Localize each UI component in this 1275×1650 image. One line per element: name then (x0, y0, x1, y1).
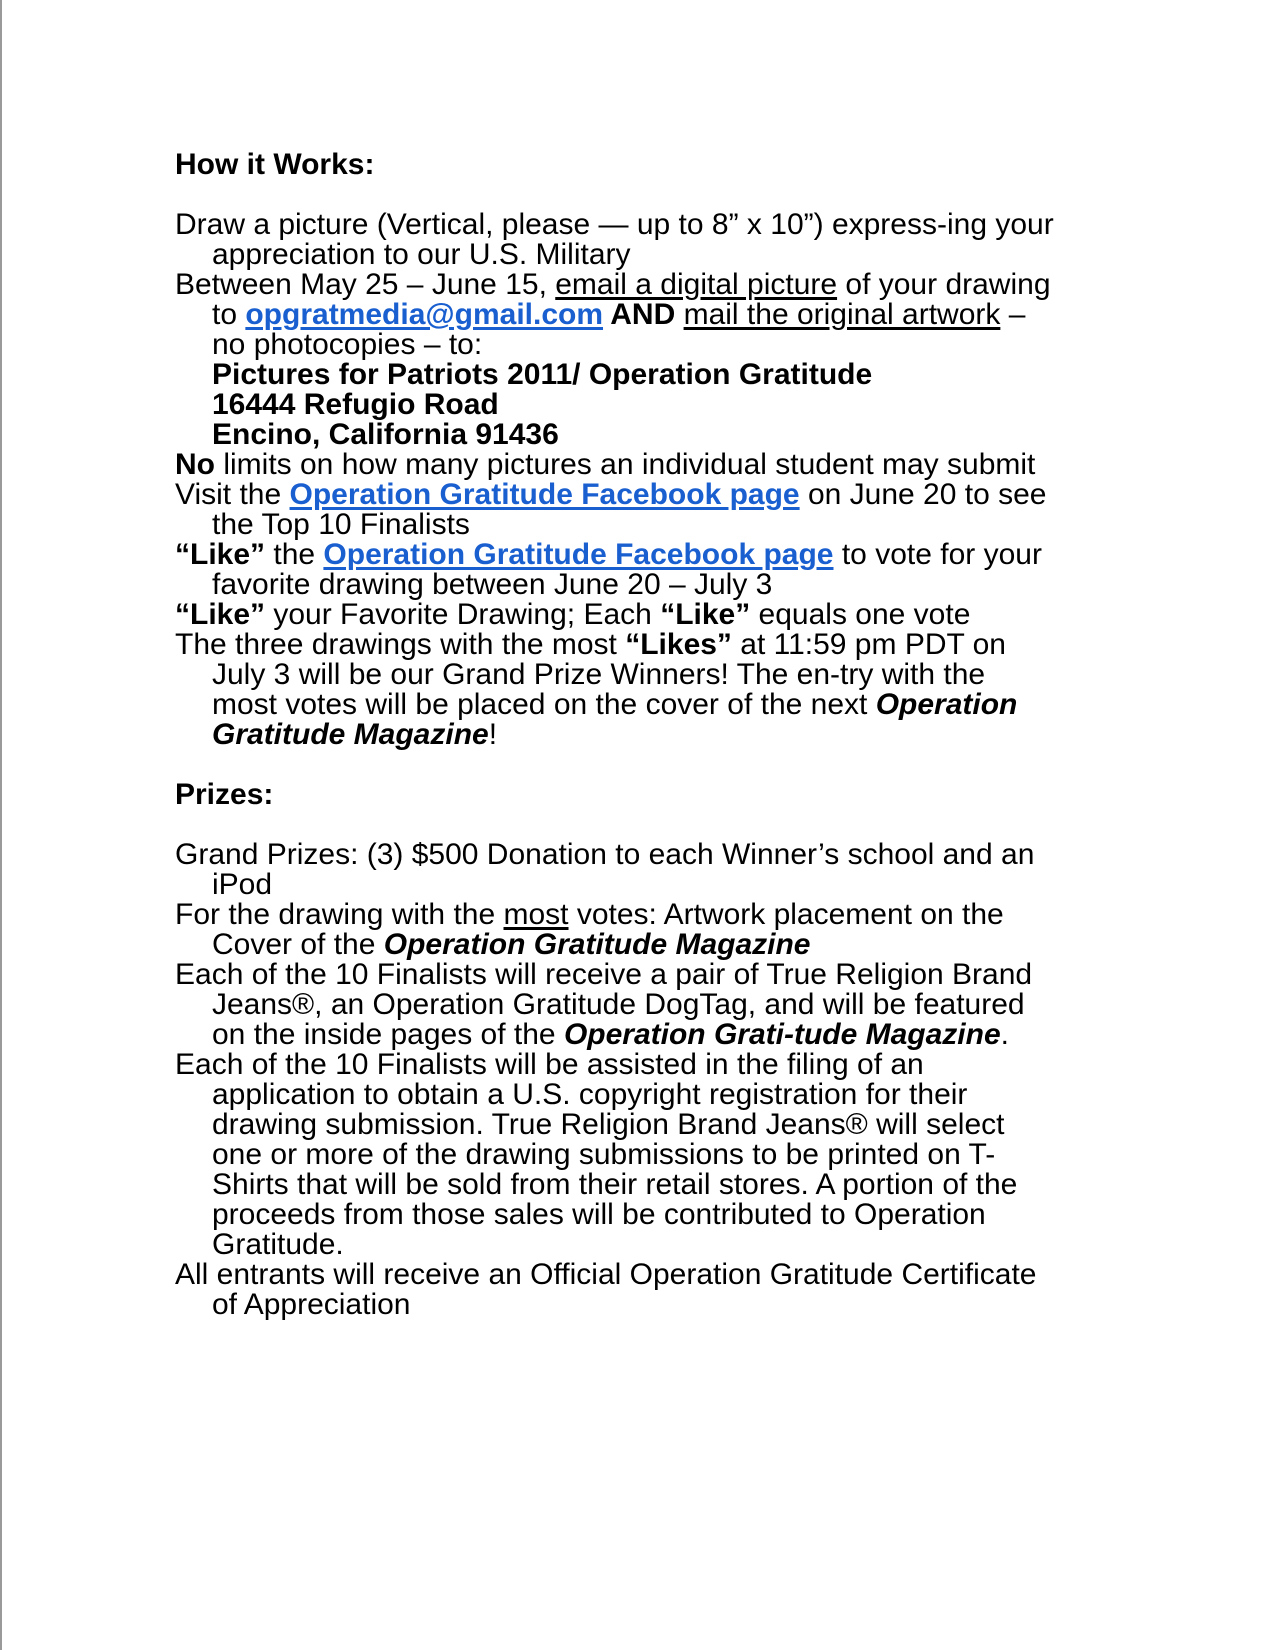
prize-cover-text: votes: Artwork placement on the Cover of the (212, 898, 1004, 961)
prize-finalists-text: Each of the 10 Finalists will receive a pair of True Religion Brand Jeans®, an Operation Gratitude DogTag, and will be featured on the inside pages of the (175, 958, 1033, 1051)
most-text: most (503, 898, 569, 931)
prize-finalists-text: . (1000, 1018, 1009, 1051)
step-no-limits (175, 450, 1055, 480)
page-edge (0, 0, 2, 1650)
email-link[interactable]: opgratmedia@gmail.com (245, 298, 604, 331)
like-text: “Like” (660, 598, 751, 631)
like-favorite-text: your Favorite Drawing; Each (265, 598, 661, 631)
prizes-heading: Prizes: (175, 778, 274, 811)
step-email-and-mail (175, 270, 1055, 360)
visit-text: on June 20 to see the Top 10 Finalists (212, 478, 1047, 541)
no-limits-text: limits on how many pictures an individual student may submit (215, 448, 1036, 481)
prize-certificate: All entrants will receive an Official Operation Gratitude Certificate of Appreciation (175, 1258, 1037, 1321)
facebook-page-link[interactable]: Operation Gratitude Facebook page (289, 478, 800, 511)
spacer (175, 180, 1055, 210)
magazine-title: Operation Gratitude Magazine (383, 928, 811, 961)
spacer (175, 750, 1055, 780)
prize-cover-placement (175, 900, 1055, 960)
facebook-page-link[interactable]: Operation Gratitude Facebook page (323, 538, 834, 571)
and-text: AND (603, 298, 684, 331)
likes-text: “Likes” (625, 628, 732, 661)
step-like-favorite (175, 600, 1055, 630)
step-email-text: of your drawing to (212, 268, 1051, 331)
no-text: No (175, 448, 215, 481)
magazine-title: Operation Grati-tude Magazine (563, 1018, 1001, 1051)
address-line-1: Pictures for Patriots 2011/ Operation Gratitude (212, 358, 873, 391)
prize-grand: Grand Prizes: (3) $500 Donation to each Winner’s school and an iPod (175, 838, 1035, 901)
address-line-3: Encino, California 91436 (212, 418, 559, 451)
winners-text: at 11:59 pm PDT on July 3 will be our Grand Prize Winners! The en-try with the most votes will be placed on the cover of the next (212, 628, 1006, 721)
prize-finalists-jeans (175, 960, 1055, 1050)
step-email-text: Between May 25 – June 15, (175, 268, 556, 301)
like-favorite-text: equals one vote (750, 598, 971, 631)
like-vote-text: to vote for your favorite drawing between June 20 – July 3 (212, 538, 1042, 601)
like-text: “Like” (175, 598, 266, 631)
visit-text: Visit the (175, 478, 290, 511)
step-visit-facebook (175, 480, 1055, 540)
prize-copyright: Each of the 10 Finalists will be assisted in the filing of an application to obtain a U.S. copyright registration for their drawing submission. True Religion Brand Jeans® will select one or more of the drawing submissions to be printed on T-Shirts that will be sold from their retail stores. A portion of the proceeds from those sales will be contributed to Operation Gratitude. (175, 1048, 1018, 1261)
how-it-works-heading: How it Works: (175, 148, 375, 181)
step-like-to-vote (175, 540, 1055, 600)
mail-original-artwork-text: mail the original artwork (683, 298, 1001, 331)
winners-text: The three drawings with the most (175, 628, 626, 661)
address-line-2: 16444 Refugio Road (212, 388, 499, 421)
email-digital-picture-text: email a digital picture (555, 268, 838, 301)
document-body (175, 150, 1055, 1320)
like-vote-text: the (265, 538, 324, 571)
magazine-title: Operation Gratitude Magazine (212, 688, 1018, 751)
step-email-text: – no photocopies – to: (212, 298, 1026, 361)
like-text: “Like” (175, 538, 266, 571)
step-grand-prize-winners (175, 630, 1055, 750)
winners-text: ! (488, 718, 498, 751)
step-draw-picture: Draw a picture (Vertical, please — up to 8” x 10”) express-ing your appreciation to our U.S. Military (175, 208, 1054, 271)
prize-cover-text: For the drawing with the (175, 898, 504, 931)
spacer (175, 810, 1055, 840)
